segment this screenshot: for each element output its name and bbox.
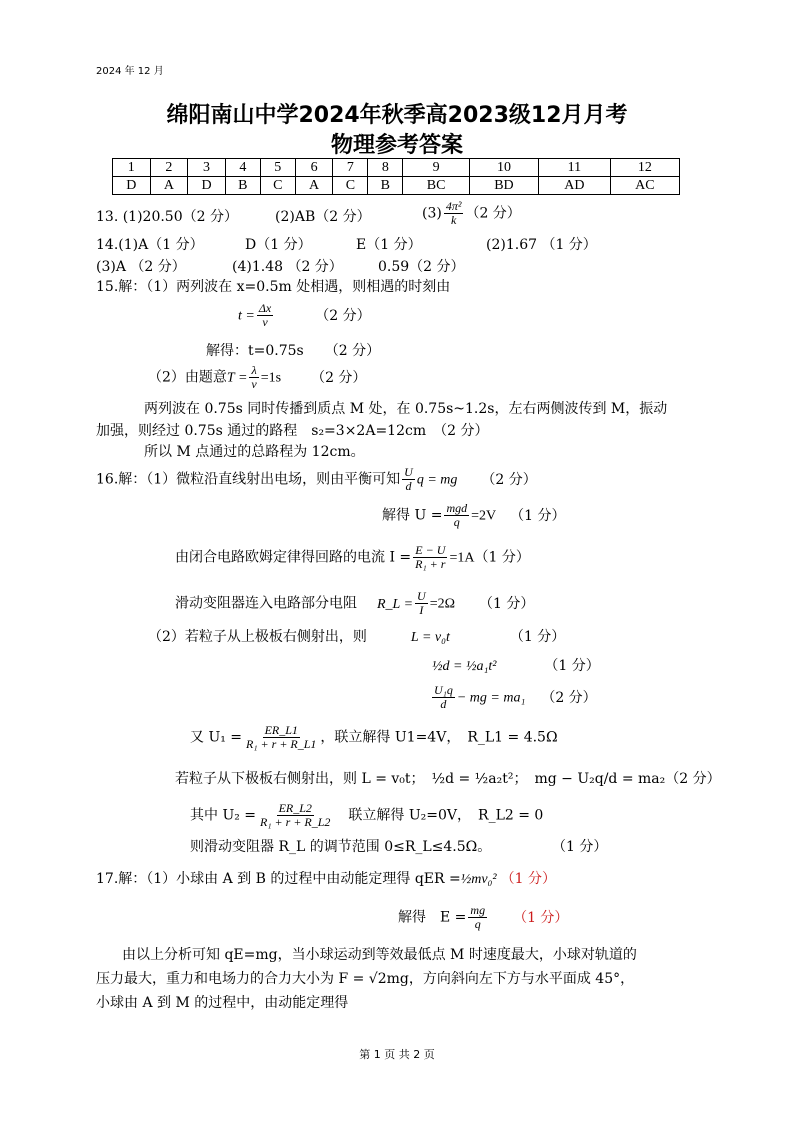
q16-l6: ½d = ½a₁t² （1 分） <box>432 658 600 674</box>
header-date: 2024 年 12 月 <box>96 66 164 77</box>
q13-part2: (2)AB（2 分） <box>275 209 371 225</box>
q15-eq1: t = $\frac{\Delta x}{v}$ （2 分） <box>238 301 371 329</box>
q14-1c: E（1 分） <box>356 237 422 253</box>
score-red: （1 分） <box>500 871 556 887</box>
q-number: 12 <box>610 159 679 177</box>
q15-part2: （2）由题意T = $\frac{\lambda}{v}$ =1s （2 分） <box>148 363 367 391</box>
score-red: （1 分） <box>513 909 569 926</box>
q17-p2: 压力最大，重力和电场力的合力大小为 F = √2mg，方向斜向左下方与水平面成 45°， <box>96 971 635 987</box>
q16-l8: 又 U₁ = $\frac{ER\_L1}{\text{R₁ + r + R\_L1}}$ ，联立解得 U1=4V， R_L1 = 4.5Ω <box>190 723 558 751</box>
q16-l1: 16.解：（1）微粒沿直线射出电场，则由平衡可知 $\frac{U}{d}$ q = mg （2 分） <box>96 465 537 493</box>
q14-3: (3)A （2 分） <box>96 259 186 275</box>
answer-key: B <box>368 177 403 195</box>
answer-key: C <box>333 177 368 195</box>
q-number: 6 <box>295 159 333 177</box>
q16-l3: 由闭合电路欧姆定律得回路的电流 I = $\frac{E - U}{\text{R₁ + r}}$ =1A（1 分） <box>175 543 530 571</box>
answer-key: D <box>113 177 151 195</box>
q15-para2: 加强，则经过 0.75s 通过的路程 s₂=3×2A=12cm （2 分） <box>96 423 489 439</box>
page-footer: 第 1 页 共 2 页 <box>359 1048 435 1061</box>
page-subtitle: 物理参考答案 <box>330 133 463 158</box>
q-number: 5 <box>260 159 295 177</box>
q14-4b: 0.59（2 分） <box>378 259 465 275</box>
answer-key: D <box>188 177 226 195</box>
q14-1b: D（1 分） <box>245 237 312 253</box>
q17-l2: 解得 E = $\frac{mg}{q}$ （1 分） <box>398 903 569 931</box>
q16-l11-score: （1 分） <box>552 839 608 855</box>
q16-l9: 若粒子从下极板右侧射出，则 L = v₀t； ½d = ½a₂t²； mg − U₂q/d = ma₂（2 分） <box>175 771 721 787</box>
answer-key: A <box>295 177 333 195</box>
q13-part3: (3) $\frac{\text{4π²}}{k}$ （2 分） <box>422 199 521 227</box>
answer-key: AD <box>539 177 611 195</box>
q16-l4: 滑动变阻器连入电路部分电阻 R_L = $\frac{U}{I}$ =2Ω （1 分） <box>175 589 535 617</box>
q17-p1: 由以上分析可知 qE=mg，当小球运动到等效最低点 M 时速度最大，小球对轨道的 <box>122 947 637 963</box>
answer-key: B <box>225 177 260 195</box>
q13-fraction: $\frac{\text{4π²}}{k}$ <box>445 199 462 227</box>
q17-p3: 小球由 A 到 M 的过程中，由动能定理得 <box>96 995 349 1011</box>
answer-key: BD <box>469 177 538 195</box>
q-number: 10 <box>469 159 538 177</box>
q-number: 4 <box>225 159 260 177</box>
answer-table <box>112 158 680 195</box>
q15-para3: 所以 M 点通过的总路程为 12cm。 <box>144 444 365 460</box>
answer-key-row <box>113 177 680 195</box>
q-number: 7 <box>333 159 368 177</box>
answer-number-row <box>113 159 680 177</box>
q14-4a: (4)1.48 （2 分） <box>232 259 343 275</box>
q16-l5: （2）若粒子从上极板右侧射出，则 L = v₀t （1 分） <box>148 629 566 645</box>
q15-intro: 15.解：（1）两列波在 x=0.5m 处相遇，则相遇的时刻由 <box>96 279 451 295</box>
q-number: 11 <box>539 159 611 177</box>
q15-para1: 两列波在 0.75s 同时传播到质点 M 处，在 0.75s~1.2s，左右两侧波传到 M，振动 <box>144 401 668 417</box>
q14-2: (2)1.67 （1 分） <box>486 237 597 253</box>
q13-part1: 13. (1)20.50（2 分） <box>96 209 238 225</box>
q16-l10: 其中 U₂ = $\frac{ER\_L2}{\text{R₁ + r + R\_L2}}$ 联立解得 U₂=0V， R_L2 = 0 <box>190 801 544 829</box>
answer-key: BC <box>403 177 470 195</box>
q14-1a: 14.(1)A（1 分） <box>96 237 204 253</box>
q-number: 8 <box>368 159 403 177</box>
q16-l2: 解得 U = $\frac{\text{mgd}}{q}$ =2V （1 分） <box>382 501 566 529</box>
answer-key: AC <box>610 177 679 195</box>
answer-key: C <box>260 177 295 195</box>
q17-l1: 17.解：（1）小球由 A 到 B 的过程中由动能定理得 qER =½mv₀² （1 分） <box>96 871 556 887</box>
q15-solve: 解得：t=0.75s （2 分） <box>206 343 381 359</box>
q-number: 1 <box>113 159 151 177</box>
q16-l7: $\frac{\text{U₁q}}{d}$ − mg = ma₁ （2 分） <box>434 683 597 711</box>
q-number: 9 <box>403 159 470 177</box>
q-number: 2 <box>150 159 188 177</box>
q16-l11: 则滑动变阻器 R_L 的调节范围 0≤R_L≤4.5Ω。 <box>190 839 492 855</box>
page-title: 绵阳南山中学2024年秋季高2023级12月月考 <box>166 103 628 128</box>
answer-key: A <box>150 177 188 195</box>
q-number: 3 <box>188 159 226 177</box>
